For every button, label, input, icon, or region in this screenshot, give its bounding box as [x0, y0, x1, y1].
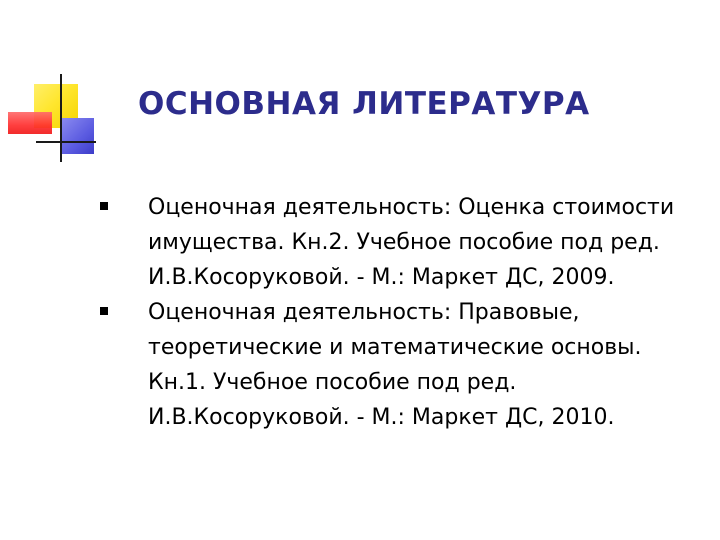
slide-title: ОСНОВНАЯ ЛИТЕРАТУРА — [138, 86, 590, 122]
decoration-blue-square — [62, 118, 94, 154]
decoration-horizontal-line — [36, 141, 96, 143]
bullet-list — [100, 190, 700, 435]
bullet-text: Оценочная деятельность: Правовые, теоретические и математические основы. Кн.1. Учебное пособие под ред. И.В.Косоруковой. - М.: Маркет ДС, 2010. — [148, 300, 642, 430]
square-bullet-icon — [100, 307, 108, 315]
decoration-red-bar — [8, 112, 52, 134]
bullet-item — [100, 190, 700, 295]
bullet-text: Оценочная деятельность: Оценка стоимости имущества. Кн.2. Учебное пособие под ред. И.В.Косоруковой. - М.: Маркет ДС, 2009. — [148, 195, 675, 290]
decoration-vertical-line — [60, 74, 62, 162]
square-bullet-icon — [100, 202, 108, 210]
bullet-item — [100, 295, 700, 435]
